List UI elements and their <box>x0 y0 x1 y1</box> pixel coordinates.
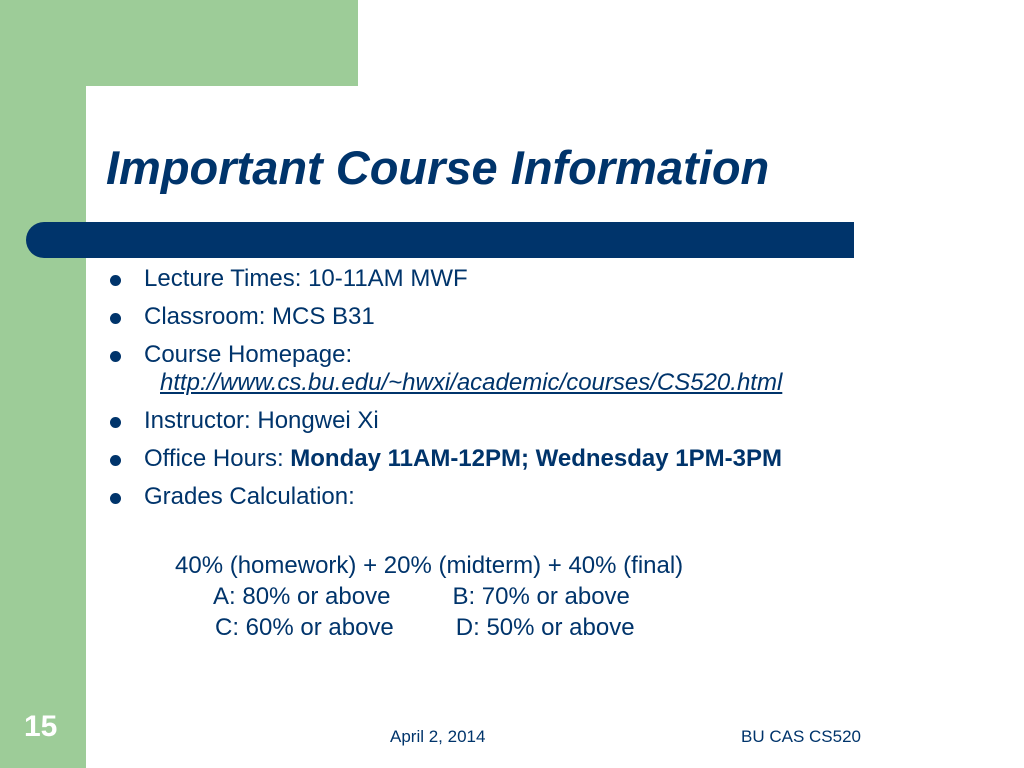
bullet-icon <box>110 275 121 286</box>
footer-date: April 2, 2014 <box>390 727 486 746</box>
bullet-icon <box>110 313 121 324</box>
bullet-item-classroom <box>106 303 986 331</box>
bullet-item-homepage <box>106 341 986 397</box>
bullet-list <box>106 265 986 521</box>
grade-b: B: 70% or above <box>452 583 630 610</box>
grades-row-cd <box>215 612 683 643</box>
grade-c: C: 60% or above <box>215 614 394 641</box>
grades-formula: 40% (homework) + 20% (midterm) + 40% (final) <box>175 552 684 579</box>
grade-a: A: 80% or above <box>213 583 391 610</box>
bullet-text: Lecture Times: 10-11AM MWF <box>144 265 468 292</box>
bullet-item-office-hours <box>106 445 986 473</box>
slide-title: Important Course Information <box>106 141 770 194</box>
grades-block <box>175 550 683 643</box>
slide-number: 15 <box>24 710 58 743</box>
bullet-icon <box>110 455 121 466</box>
title-underline-bar <box>26 222 854 258</box>
bullet-icon <box>110 351 121 362</box>
grades-row-ab <box>213 581 683 612</box>
bullet-icon <box>110 417 121 428</box>
bullet-item-lecture-times <box>106 265 986 293</box>
bullet-text: Grades Calculation: <box>144 483 355 510</box>
top-green-band <box>0 0 358 86</box>
left-green-band <box>0 0 86 768</box>
bullet-text: Instructor: Hongwei Xi <box>144 407 379 434</box>
bullet-text: Classroom: MCS B31 <box>144 303 375 330</box>
footer-course: BU CAS CS520 <box>741 727 861 746</box>
bullet-icon <box>110 493 121 504</box>
bullet-item-instructor <box>106 407 986 435</box>
office-hours-value: Monday 11AM-12PM; Wednesday 1PM-3PM <box>290 445 782 472</box>
bullet-item-grades <box>106 483 986 511</box>
bullet-text: Course Homepage: <box>144 341 353 368</box>
grade-d: D: 50% or above <box>455 614 635 641</box>
homepage-link[interactable]: http://www.cs.bu.edu/~hwxi/academic/courses/CS520.html <box>160 369 783 396</box>
bullet-text: Office Hours: <box>144 445 291 472</box>
